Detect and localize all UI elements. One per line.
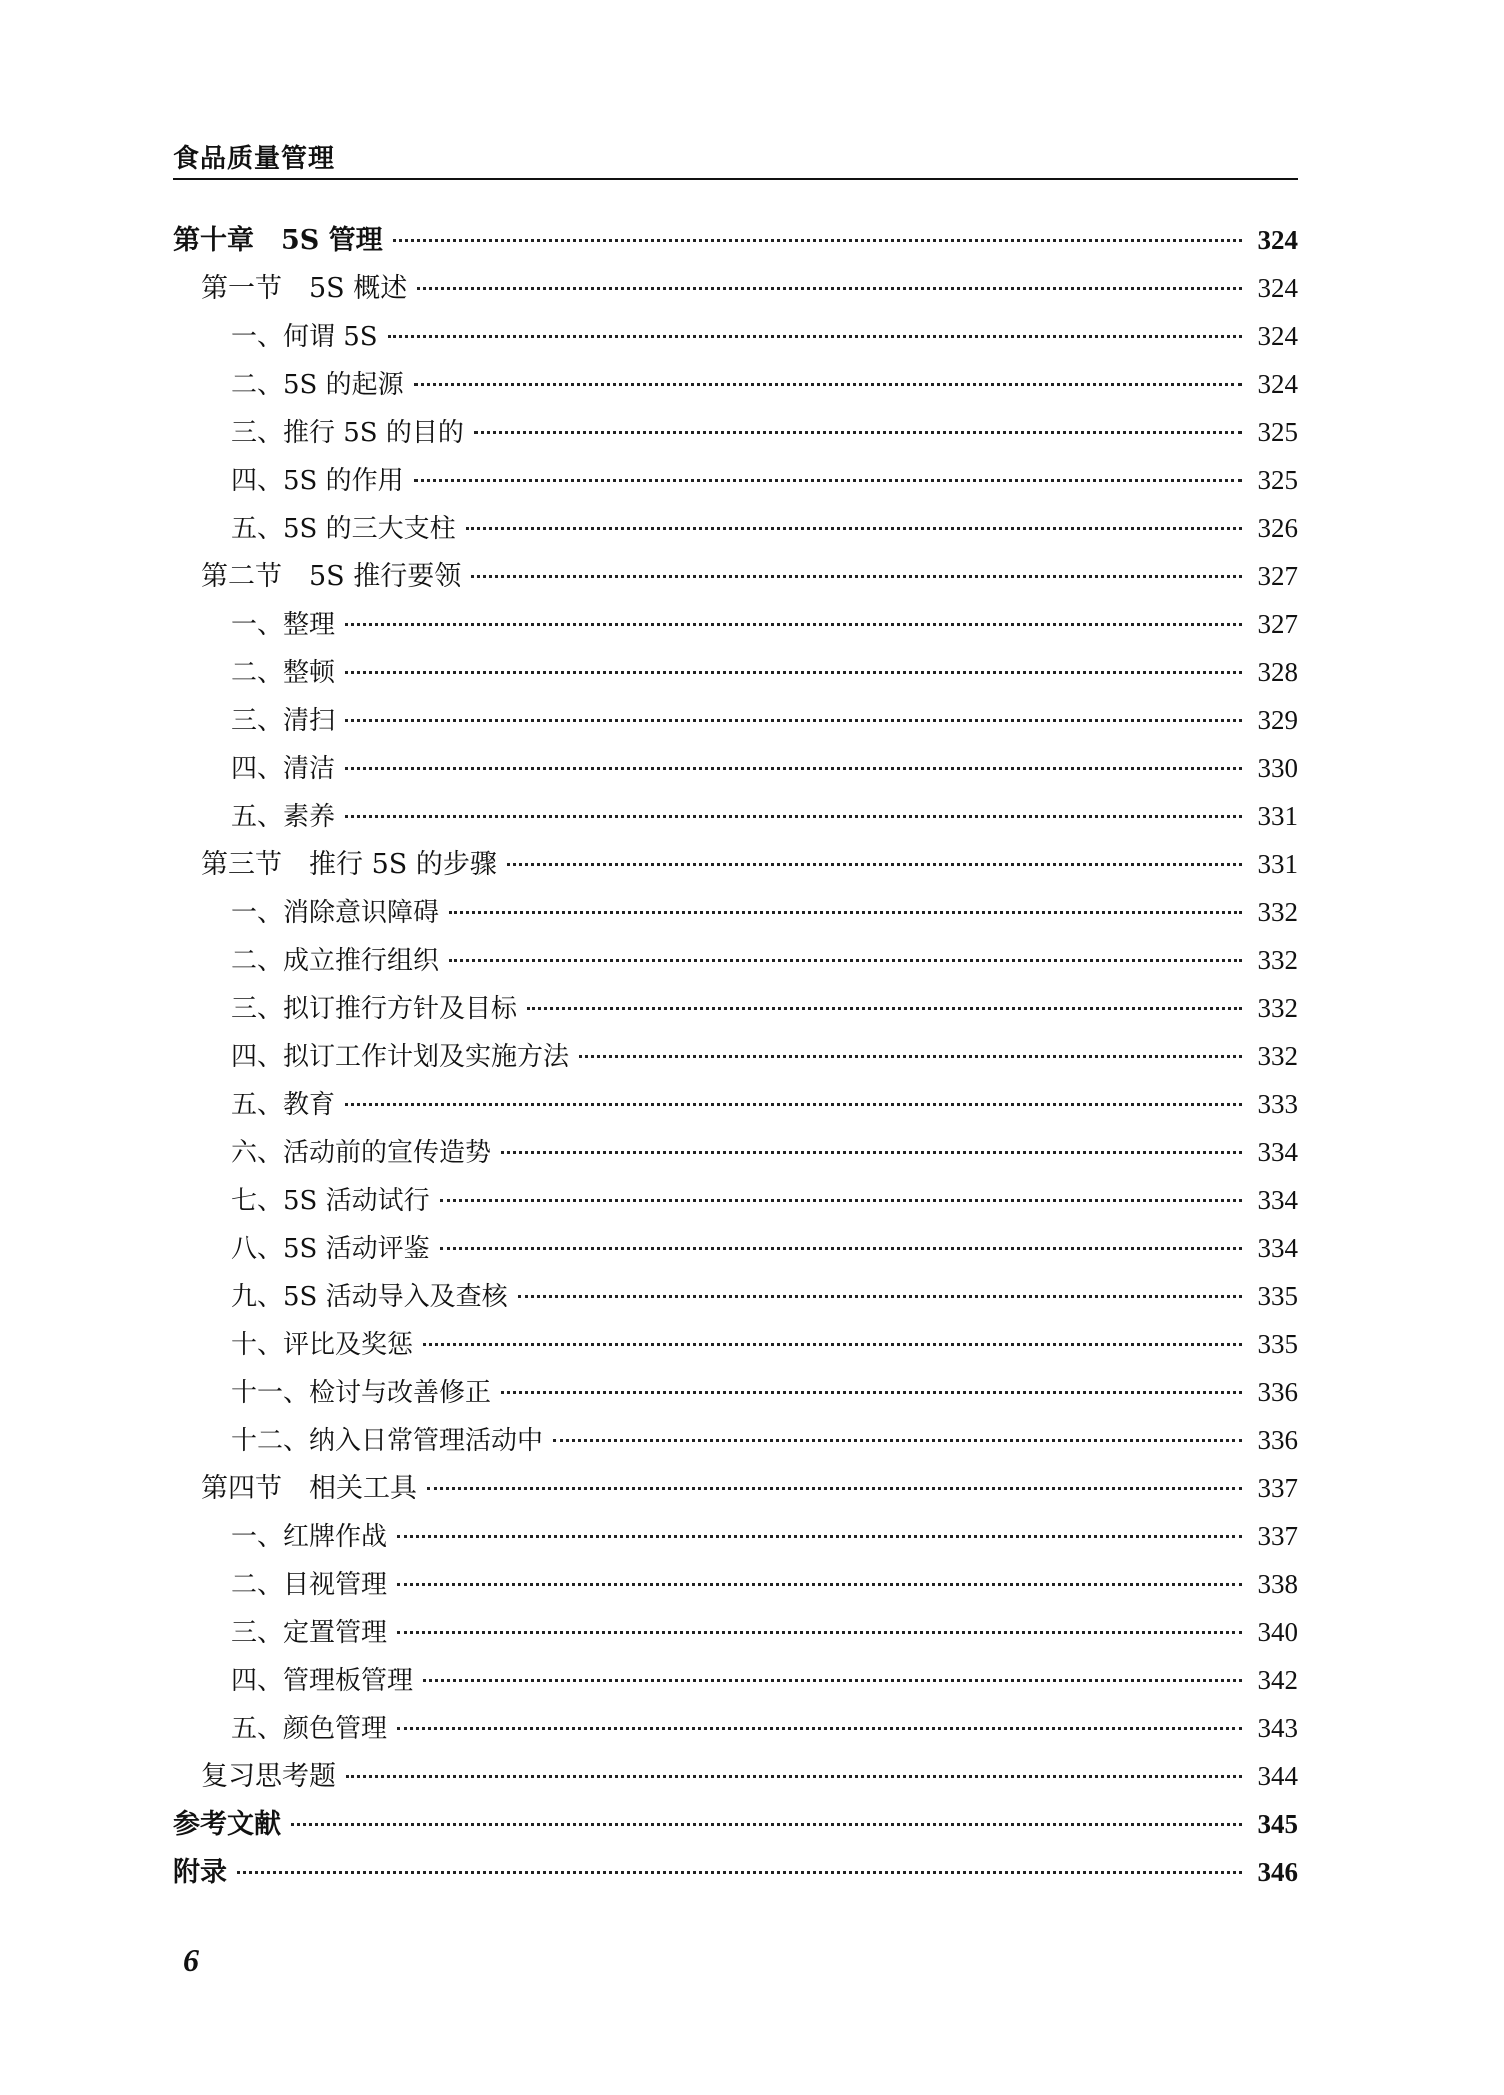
toc-entry-page: 345: [1257, 1809, 1298, 1839]
toc-entry-item[interactable]: [173, 1080, 1298, 1128]
dot-leader: [440, 1247, 1242, 1250]
toc-entry-page: 324: [1257, 273, 1298, 303]
toc-entry-item[interactable]: [173, 648, 1298, 696]
toc-entry-label: 第四节 相关工具: [201, 1473, 417, 1504]
toc-entry-page: 337: [1257, 1521, 1298, 1551]
toc-entry-label: 一、红牌作战: [231, 1522, 388, 1552]
toc-entry-page: 343: [1257, 1713, 1298, 1743]
toc-entry-page: 327: [1257, 609, 1298, 639]
toc-entry-page: 336: [1257, 1377, 1298, 1407]
dot-leader: [579, 1055, 1242, 1058]
toc-entry-label: 八、5S 活动评鉴: [231, 1234, 430, 1264]
toc-entry-item[interactable]: [173, 1560, 1298, 1608]
dot-leader: [471, 575, 1242, 578]
toc-entry-label: 四、拟订工作计划及实施方法: [231, 1042, 570, 1072]
toc-entry-label: 第一节 5S 概述: [201, 273, 408, 304]
toc-entry-label: 二、目视管理: [231, 1570, 388, 1600]
dot-leader: [414, 479, 1242, 482]
dot-leader: [417, 287, 1242, 290]
toc-entry-page: 334: [1257, 1185, 1298, 1215]
toc-entry-section[interactable]: [173, 552, 1298, 600]
toc-entry-item[interactable]: [173, 1176, 1298, 1224]
dot-leader: [501, 1391, 1242, 1394]
toc-entry-page: 325: [1257, 465, 1298, 495]
toc-entry-label: 三、推行 5S 的目的: [231, 418, 464, 448]
toc-entry-page: 331: [1257, 801, 1298, 831]
toc-entry-label: 一、整理: [231, 610, 336, 640]
toc-entry-item[interactable]: [173, 936, 1298, 984]
toc-entry-page: 325: [1257, 417, 1298, 447]
toc-entry-page: 340: [1257, 1617, 1298, 1647]
toc-entry-label: 三、定置管理: [231, 1618, 388, 1648]
toc-entry-page: 324: [1257, 225, 1298, 255]
toc-entry-page: 332: [1257, 993, 1298, 1023]
toc-entry-page: 330: [1257, 753, 1298, 783]
toc-entry-chapter[interactable]: [173, 216, 1298, 264]
dot-leader: [393, 239, 1242, 242]
toc-entry-item[interactable]: [173, 600, 1298, 648]
toc-entry-item[interactable]: [173, 1608, 1298, 1656]
book-title: 食品质量管理: [173, 144, 336, 174]
toc-entry-page: 329: [1257, 705, 1298, 735]
dot-leader: [397, 1727, 1242, 1730]
dot-leader: [423, 1679, 1242, 1682]
dot-leader: [345, 719, 1242, 722]
toc-entry-label: 六、活动前的宣传造势: [231, 1138, 492, 1168]
toc-entry-page: 332: [1257, 945, 1298, 975]
toc-entry-label: 十二、纳入日常管理活动中: [231, 1426, 544, 1456]
toc-entry-chapter[interactable]: [173, 1848, 1298, 1896]
dot-leader: [345, 623, 1242, 626]
toc-entry-page: 333: [1257, 1089, 1298, 1119]
toc-entry-page: 337: [1257, 1473, 1298, 1503]
dot-leader: [397, 1631, 1242, 1634]
toc-entry-label: 五、颜色管理: [231, 1714, 388, 1744]
toc-entry-section[interactable]: [173, 840, 1298, 888]
toc-entry-label: 五、素养: [231, 802, 336, 832]
toc-entry-page: 335: [1257, 1329, 1298, 1359]
toc-entry-label: 四、5S 的作用: [231, 466, 404, 496]
toc-entry-page: 342: [1257, 1665, 1298, 1695]
toc-entry-label: 参考文献: [173, 1809, 281, 1840]
toc-entry-label: 五、教育: [231, 1090, 336, 1120]
dot-leader: [427, 1487, 1242, 1490]
dot-leader: [507, 863, 1242, 866]
dot-leader: [345, 671, 1242, 674]
toc-entry-page: 324: [1257, 321, 1298, 351]
toc-entry-item[interactable]: [173, 1272, 1298, 1320]
table-of-contents: [173, 216, 1298, 1896]
toc-entry-label: 复习思考题: [201, 1761, 336, 1792]
page-number: 6: [183, 1942, 199, 1978]
toc-entry-label: 四、清洁: [231, 754, 336, 784]
toc-entry-label: 三、清扫: [231, 706, 336, 736]
toc-entry-label: 十一、检讨与改善修正: [231, 1378, 492, 1408]
dot-leader: [449, 911, 1242, 914]
dot-leader: [518, 1295, 1242, 1298]
toc-entry-label: 一、消除意识障碍: [231, 898, 440, 928]
toc-entry-label: 三、拟订推行方针及目标: [231, 994, 518, 1024]
dot-leader: [345, 1103, 1242, 1106]
toc-entry-label: 十、评比及奖惩: [231, 1330, 414, 1360]
toc-entry-page: 335: [1257, 1281, 1298, 1311]
toc-entry-label: 附录: [173, 1857, 227, 1888]
toc-entry-item[interactable]: [173, 408, 1298, 456]
toc-entry-item[interactable]: [173, 744, 1298, 792]
toc-entry-item[interactable]: [173, 1320, 1298, 1368]
toc-entry-item[interactable]: [173, 984, 1298, 1032]
toc-entry-label: 四、管理板管理: [231, 1666, 414, 1696]
dot-leader: [501, 1151, 1242, 1154]
toc-entry-item[interactable]: [173, 504, 1298, 552]
dot-leader: [474, 431, 1242, 434]
toc-entry-label: 二、成立推行组织: [231, 946, 440, 976]
toc-entry-page: 344: [1257, 1761, 1298, 1791]
toc-entry-item[interactable]: [173, 1656, 1298, 1704]
toc-entry-item[interactable]: [173, 696, 1298, 744]
dot-leader: [449, 959, 1242, 962]
toc-entry-page: 334: [1257, 1233, 1298, 1263]
toc-entry-label: 五、5S 的三大支柱: [231, 514, 456, 544]
toc-entry-item[interactable]: [173, 1512, 1298, 1560]
toc-entry-label: 九、5S 活动导入及查核: [231, 1282, 508, 1312]
dot-leader: [553, 1439, 1242, 1442]
toc-entry-label: 第十章 5S 管理: [173, 225, 383, 256]
toc-entry-page: 324: [1257, 369, 1298, 399]
toc-entry-item[interactable]: [173, 1416, 1298, 1464]
toc-entry-page: 332: [1257, 1041, 1298, 1071]
toc-entry-page: 346: [1257, 1857, 1298, 1887]
toc-entry-section[interactable]: [173, 1752, 1298, 1800]
dot-leader: [388, 335, 1242, 338]
toc-entry-page: 332: [1257, 897, 1298, 927]
running-header: [173, 144, 1298, 180]
toc-entry-item[interactable]: [173, 792, 1298, 840]
dot-leader: [423, 1343, 1242, 1346]
toc-entry-item[interactable]: [173, 1224, 1298, 1272]
dot-leader: [237, 1871, 1242, 1874]
toc-entry-label: 第二节 5S 推行要领: [201, 561, 462, 592]
dot-leader: [527, 1007, 1242, 1010]
dot-leader: [440, 1199, 1242, 1202]
dot-leader: [346, 1775, 1242, 1778]
toc-entry-page: 334: [1257, 1137, 1298, 1167]
toc-entry-label: 二、整顿: [231, 658, 336, 688]
toc-entry-label: 二、5S 的起源: [231, 370, 404, 400]
dot-leader: [345, 815, 1242, 818]
dot-leader: [345, 767, 1242, 770]
dot-leader: [291, 1823, 1242, 1826]
toc-entry-chapter[interactable]: [173, 1800, 1298, 1848]
toc-entry-page: 328: [1257, 657, 1298, 687]
toc-entry-section[interactable]: [173, 1464, 1298, 1512]
toc-entry-item[interactable]: [173, 456, 1298, 504]
toc-entry-item[interactable]: [173, 1128, 1298, 1176]
toc-entry-item[interactable]: [173, 360, 1298, 408]
toc-entry-label: 第三节 推行 5S 的步骤: [201, 849, 497, 880]
dot-leader: [466, 527, 1242, 530]
dot-leader: [397, 1583, 1242, 1586]
toc-entry-item[interactable]: [173, 1704, 1298, 1752]
toc-entry-page: 327: [1257, 561, 1298, 591]
toc-entry-page: 331: [1257, 849, 1298, 879]
toc-entry-section[interactable]: [173, 264, 1298, 312]
dot-leader: [414, 383, 1242, 386]
toc-entry-item[interactable]: [173, 1032, 1298, 1080]
toc-entry-page: 338: [1257, 1569, 1298, 1599]
toc-entry-item[interactable]: [173, 1368, 1298, 1416]
toc-entry-item[interactable]: [173, 312, 1298, 360]
dot-leader: [397, 1535, 1242, 1538]
toc-entry-page: 336: [1257, 1425, 1298, 1455]
toc-entry-item[interactable]: [173, 888, 1298, 936]
toc-entry-label: 七、5S 活动试行: [231, 1186, 430, 1216]
toc-entry-page: 326: [1257, 513, 1298, 543]
toc-entry-label: 一、何谓 5S: [231, 322, 378, 352]
